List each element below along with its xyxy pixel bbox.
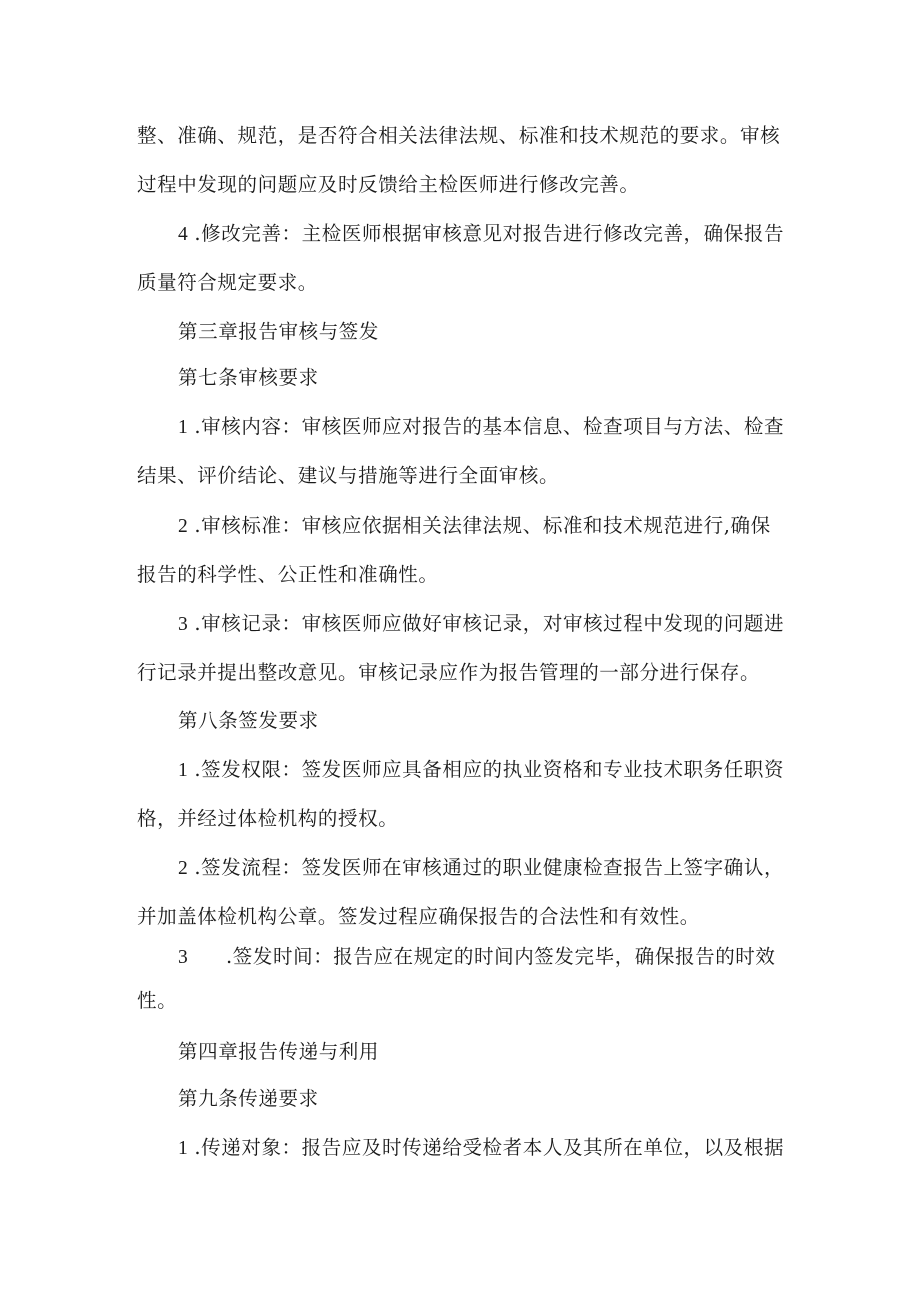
text-line: 质量符合规定要求。 [137, 271, 318, 294]
paragraph-line [137, 173, 640, 197]
text-line: 第八条签发要求 [178, 709, 319, 732]
text-line: 过程中发现的问题应及时反馈给主检医师进行修改完善。 [137, 173, 640, 196]
text-line: 行记录并提出整改意见。审核记录应作为报告管理的一部分进行保存。 [137, 661, 761, 684]
item-number: 4 [178, 224, 189, 245]
paragraph-line [137, 271, 318, 295]
text-line: 报告的科学性、公正性和准确性。 [137, 563, 439, 586]
text-line: 性。 [137, 989, 178, 1012]
text-line: .审核记录：审核医师应做好审核记录，对审核过程中发现的问题进 [194, 612, 785, 635]
text-line: 结果、评价结论、建议与措施等进行全面审核。 [137, 464, 560, 487]
article-heading [178, 709, 319, 733]
list-item [178, 945, 776, 970]
paragraph-line [137, 807, 398, 831]
paragraph-line [137, 464, 559, 488]
item-number: 1 [178, 760, 189, 781]
text-line: .签发流程：签发医师在审核通过的职业健康检查报告上签字确认， [194, 856, 785, 879]
text-line: .修改完善：主检医师根据审核意见对报告进行修改完善，确保报告 [194, 222, 785, 245]
list-item [178, 1136, 784, 1161]
text-line: 第四章报告传递与利用 [178, 1040, 380, 1063]
text-line: .审核标准：审核应依据相关法律法规、标准和技术规范进行,确保 [194, 514, 771, 537]
chapter-heading [178, 1040, 379, 1064]
paragraph-line [137, 905, 700, 929]
list-item [178, 758, 784, 783]
item-number: 2 [178, 516, 189, 537]
text-line: .签发时间：报告应在规定的时间内签发完毕，确保报告的时效 [226, 945, 776, 968]
chapter-heading [178, 320, 379, 344]
text-line: 第七条审核要求 [178, 366, 319, 389]
paragraph-line [137, 563, 439, 587]
text-line: .签发权限：签发医师应具备相应的执业资格和专业技术职务任职资 [194, 758, 785, 781]
list-item [178, 222, 784, 247]
text-line: .传递对象：报告应及时传递给受检者本人及其所在单位，以及根据 [194, 1136, 785, 1159]
text-line: 第三章报告审核与签发 [178, 320, 380, 343]
list-item [178, 415, 784, 440]
item-number: 3 [178, 614, 189, 635]
text-line: 格，并经过体检机构的授权。 [137, 807, 399, 830]
item-number: 2 [178, 858, 189, 879]
article-heading [178, 366, 319, 390]
text-line: .审核内容：审核医师应对报告的基本信息、检查项目与方法、检查 [194, 415, 785, 438]
article-heading [178, 1087, 319, 1111]
item-number: 3 [178, 947, 189, 968]
text-line: 第九条传递要求 [178, 1087, 319, 1110]
item-number: 1 [178, 417, 189, 438]
text-line: 整、准确、规范，是否符合相关法律法规、标准和技术规范的要求。审核 [137, 124, 781, 147]
list-item [178, 514, 771, 539]
paragraph-line [137, 661, 760, 685]
paragraph-line [137, 989, 177, 1013]
item-number: 1 [178, 1138, 189, 1159]
list-item [178, 856, 784, 881]
list-item [178, 612, 784, 637]
paragraph-line [137, 124, 780, 148]
text-line: 并加盖体检机构公章。签发过程应确保报告的合法性和有效性。 [137, 905, 700, 928]
